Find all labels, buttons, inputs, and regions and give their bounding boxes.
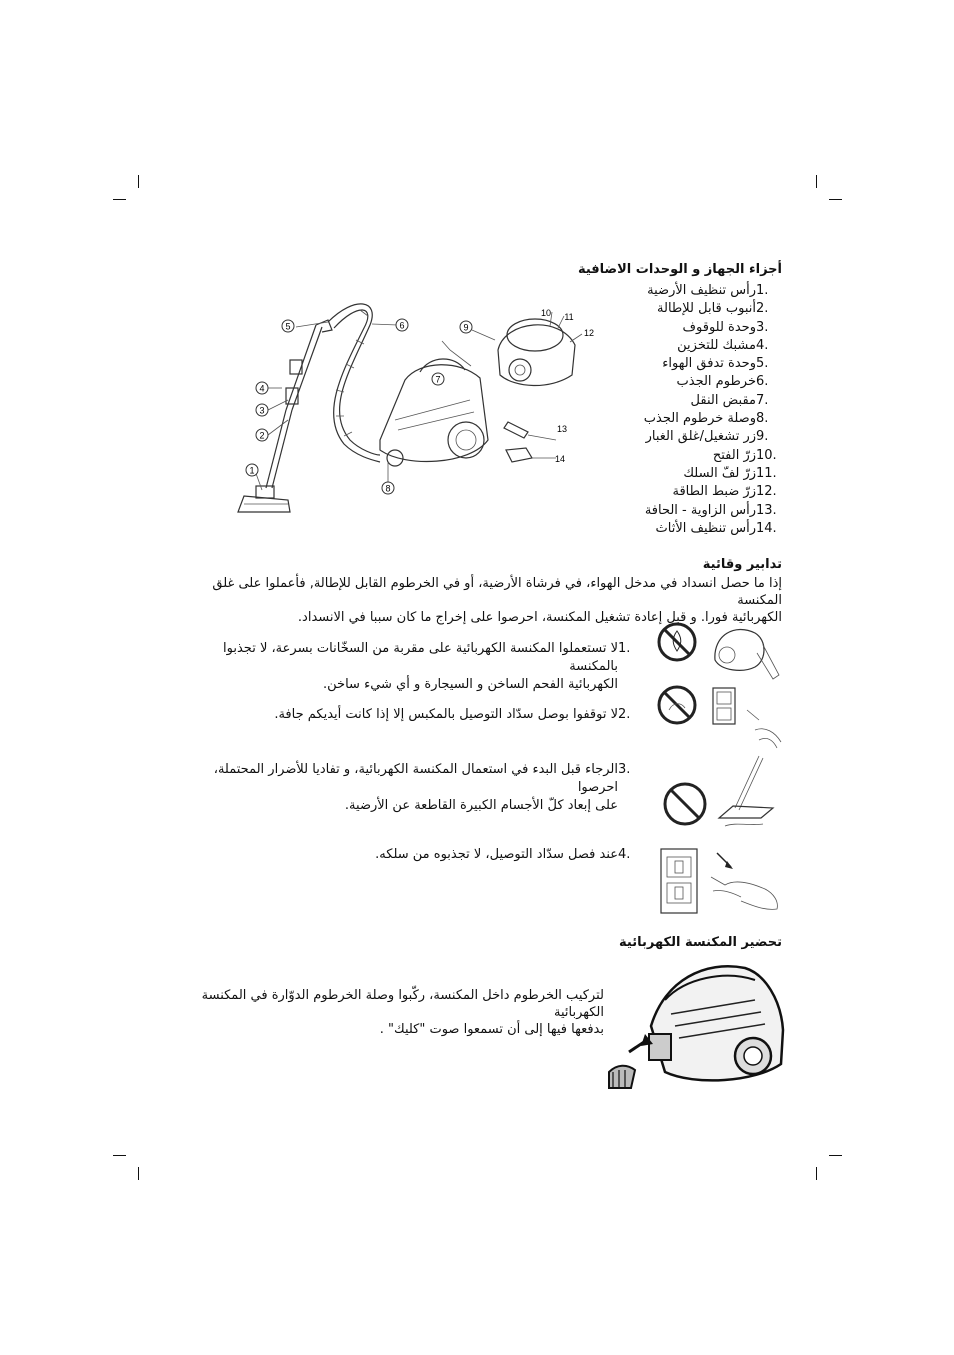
callout-12 xyxy=(584,328,594,338)
svg-text:3: 3 xyxy=(259,405,265,416)
svg-text:7: 7 xyxy=(435,374,441,385)
list-item: 7. مقبض النقل xyxy=(690,392,769,408)
warning-illustration-hot-objects xyxy=(655,615,785,685)
vacuum-parts-diagram xyxy=(230,290,610,530)
preparation-text: لتركيب الخرطوم داخل المكنسة، ركّبوا وصلة الخرطوم الدوّارة في المكنسة الكهربائية بدفعها فيها إلى أن تسمعوا صوت "كليك" . xyxy=(201,988,604,1037)
floor-head-illustration xyxy=(238,486,290,512)
svg-text:4: 4 xyxy=(259,383,265,394)
crop-mark xyxy=(829,1155,842,1156)
warning-item-4: 4. عند فصل سدّاد التوصيل، لا تجذبوه من سلكه. xyxy=(375,847,631,862)
wall-socket-icon xyxy=(713,688,735,724)
wall-socket-icon xyxy=(661,849,697,913)
svg-text:1: 1 xyxy=(249,465,255,476)
crop-mark xyxy=(138,1167,139,1180)
callout-8 xyxy=(382,482,394,494)
crop-mark xyxy=(829,199,842,200)
warning-item-3: 3. الرجاء قبل البدء في استعمال المكنسة الكهربائية، و تفاديا للأضرار المحتملة، احرصوا على إبعاد كلّ الأجسام الكبيرة القاطعة عن الأرضية. xyxy=(213,762,631,813)
list-item: 4. مشبك للتخزين xyxy=(677,337,769,353)
no-symbol-icon xyxy=(659,687,695,723)
hose-illustration xyxy=(328,304,380,462)
svg-text:14: 14 xyxy=(554,454,566,464)
list-item: 11. زرّ لفّ السلك xyxy=(683,465,777,481)
list-item: 2. أنبوب قابل للإطالة xyxy=(657,301,769,317)
svg-text:8: 8 xyxy=(385,483,391,494)
crop-mark xyxy=(816,175,817,188)
callout-2 xyxy=(256,429,268,441)
list-item: 14. رأس تنظيف الأثاث xyxy=(655,520,777,536)
callout-11 xyxy=(564,312,573,322)
parts-section-title: أجزاء الجهاز و الوحدات الاضافية xyxy=(577,262,782,277)
preparation-title: تحضير المكنسة الكهربائية xyxy=(619,935,782,950)
svg-text:13: 13 xyxy=(556,424,568,434)
list-item: 8. وصلة خرطوم الجذب xyxy=(643,411,769,427)
list-item: 6. خرطوم الجذب xyxy=(676,374,769,390)
callout-6 xyxy=(396,319,408,331)
svg-text:5: 5 xyxy=(285,321,291,332)
floor-brush-icon xyxy=(719,756,773,826)
warning-illustration-pull-cord xyxy=(655,845,785,917)
vacuum-icon xyxy=(715,629,779,679)
crop-mark xyxy=(138,175,139,188)
callout-lines xyxy=(254,322,495,490)
warning-item-1: 1. لا تستعملوا المكنسة الكهربائية على مقربة من السخّانات بسرعة، لا تجذبوا بالمكنسة الكهربائية الفحم الساخن و السيجارة و أي شيء ساخن. xyxy=(223,641,631,692)
list-item: 10. زرّ الفتح xyxy=(712,447,777,463)
precautions-title: تدابير وقائية xyxy=(702,557,782,572)
hand-plug-icon xyxy=(747,710,781,748)
canister-top-illustration xyxy=(498,312,582,386)
svg-text:10: 10 xyxy=(540,308,552,318)
hose-connection-illustration xyxy=(605,960,785,1090)
callout-3 xyxy=(256,404,268,416)
callout-5 xyxy=(282,320,294,332)
crop-mark xyxy=(816,1167,817,1180)
list-item: 13. رأس الزاوية - الحافة xyxy=(644,502,777,518)
warning-item-2: 2. لا توقفوا بوصل سدّاد التوصيل بالمكبس إلا إذا كانت أيديكم جافة. xyxy=(274,707,631,722)
list-item: 12. زرّ ضبط الطاقة xyxy=(672,484,777,500)
callout-1 xyxy=(246,464,258,476)
callout-10 xyxy=(541,308,551,318)
svg-text:12: 12 xyxy=(583,328,595,338)
svg-text:9: 9 xyxy=(463,322,469,333)
list-item: 5. وحدة تدفق الهواء xyxy=(662,356,769,372)
callout-7 xyxy=(432,373,444,385)
svg-text:6: 6 xyxy=(399,320,405,331)
callout-9 xyxy=(460,321,472,333)
precautions-intro: إذا ما حصل انسداد في مدخل الهواء، في فرشاة الأرضية، أو في الخرطوم القابل للإطالة, فأعملوا على غلق المكنسة الكهربائية فورا. و قبل إعادة تشغيل المكنسة، احرصوا على إخراج ما كان سببا في الانسداد. xyxy=(212,576,782,625)
accessory-tools-illustration xyxy=(504,422,556,462)
callout-4 xyxy=(256,382,268,394)
no-symbol-icon xyxy=(659,624,695,660)
svg-text:11: 11 xyxy=(564,312,574,322)
callout-14 xyxy=(555,454,565,464)
list-item: 1. رأس تنظيف الأرضية xyxy=(647,283,769,298)
hand-plug-icon xyxy=(711,853,777,909)
no-symbol-icon xyxy=(665,784,705,824)
list-item: 3. وحدة للوقوف xyxy=(682,319,769,335)
list-item: 9. زر تشغيل/غلق الغبار xyxy=(645,429,769,445)
warning-illustration-wet-hands xyxy=(655,680,785,755)
crop-mark xyxy=(113,1155,126,1156)
svg-text:2: 2 xyxy=(259,430,265,441)
callout-13 xyxy=(557,424,567,434)
warning-illustration-sharp-objects xyxy=(655,748,785,843)
crop-mark xyxy=(113,199,126,200)
telescopic-tube-illustration xyxy=(266,320,332,488)
